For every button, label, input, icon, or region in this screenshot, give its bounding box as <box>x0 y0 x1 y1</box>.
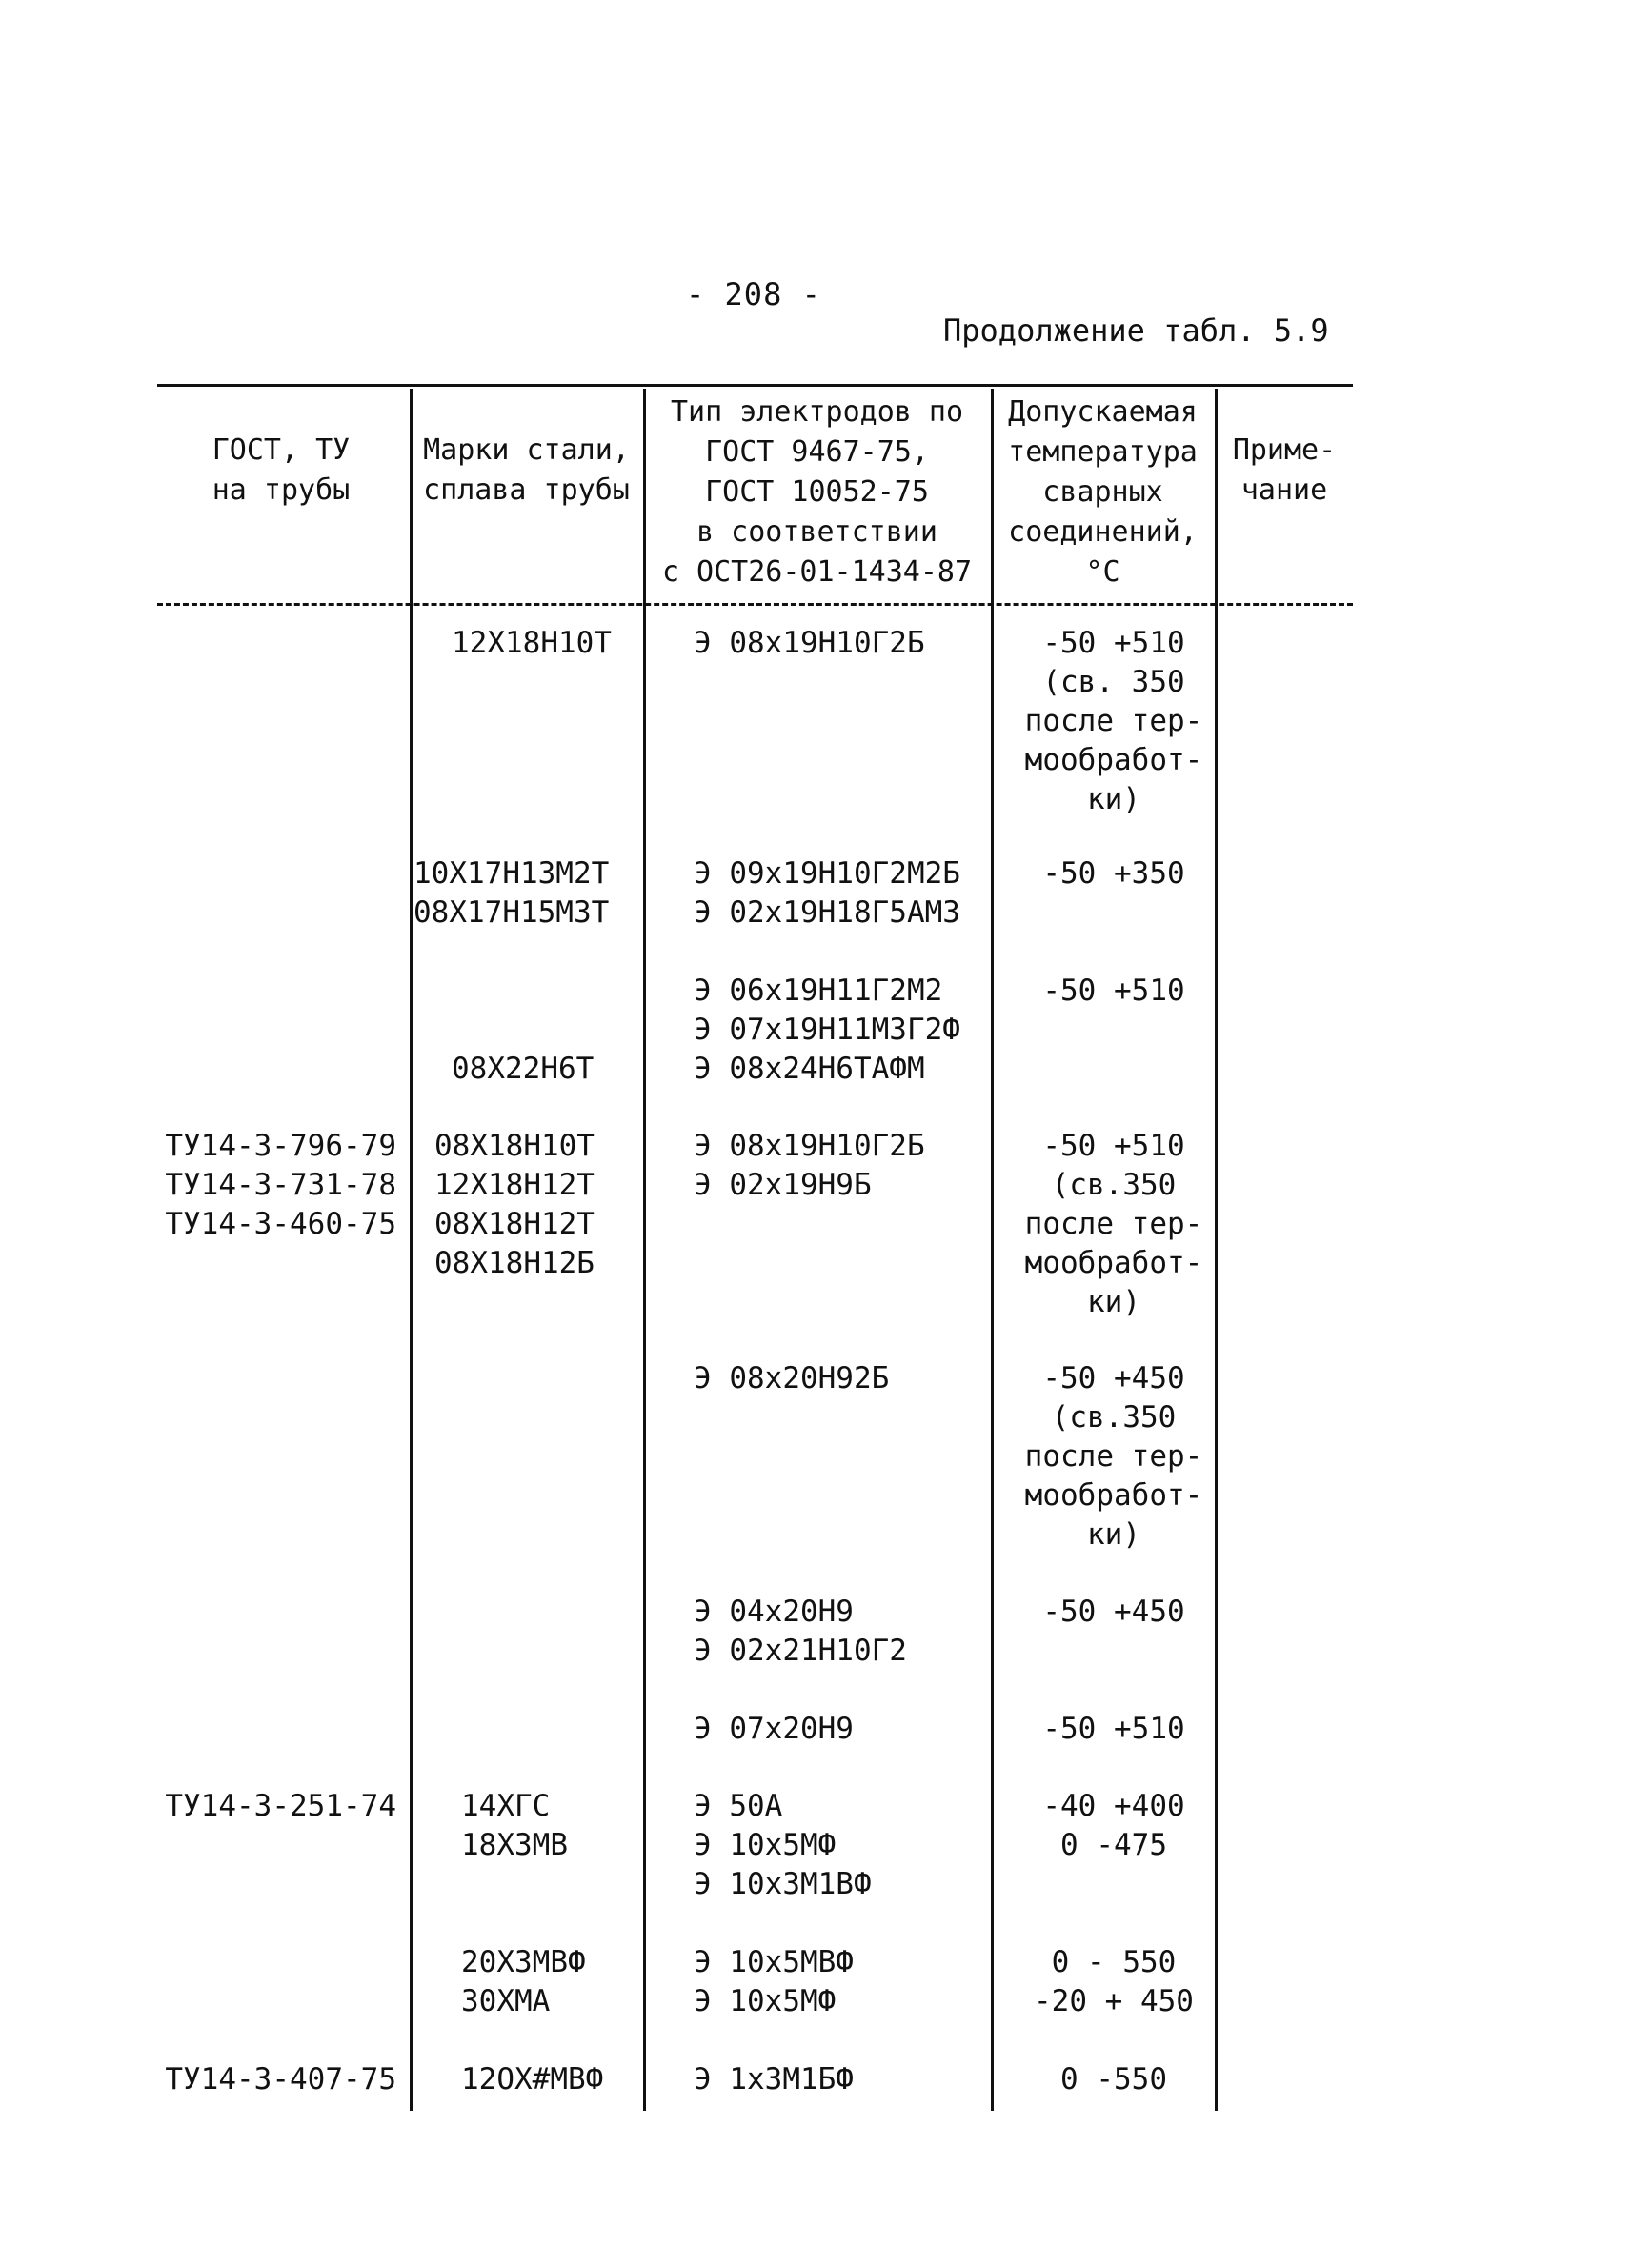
row-5-electrodes: Э 04х20Н9 Э 02х21Н10Г2 <box>694 1595 907 1668</box>
table-continuation-caption: Продолжение табл. 5.9 <box>943 312 1329 349</box>
row-0-electrodes: Э 08х19Н10Г2Б <box>694 626 925 660</box>
row-2-electrodes: Э 06х19Н11Г2М2 Э 07х19Н11М3Г2Ф Э 08х24Н6ТАФМ <box>694 973 960 1086</box>
header-electrodes: Тип электродов по ГОСТ 9467-75, ГОСТ 10052-75 в соответствии с ОСТ26-01-1434-87 <box>661 395 973 589</box>
row-2-temperature: -50 +510 <box>1042 973 1185 1008</box>
row-0-temperature: -50 +510 (св. 350 после тер- мообработ- ки) <box>1024 626 1203 816</box>
row-3-temperature: -50 +510 (св.350 после тер- мообработ- ки) <box>1024 1129 1203 1319</box>
row-0-steel: 12Х18Н10Т <box>452 626 612 660</box>
header-temperature: Допускаемая температура сварных соединений, °С <box>1008 395 1198 589</box>
row-4-electrodes: Э 08х20Н92Б <box>694 1361 890 1395</box>
row-5-temperature: -50 +450 <box>1042 1595 1185 1629</box>
page-number: - 208 - <box>686 276 821 312</box>
row-8-steel: 20Х3МВФ 30ХМА <box>461 1945 586 2018</box>
row-3-electrodes: Э 08х19Н10Г2Б Э 02х19Н9Б <box>694 1129 925 1202</box>
row-9-steel: 12ОХ#МВФ <box>461 2062 604 2097</box>
row-9-electrodes: Э 1х3М1БФ <box>694 2062 854 2097</box>
row-7-electrodes: Э 50А Э 10х5МФ Э 10х3М1ВФ <box>694 1789 872 1901</box>
row-3-steel: 08Х18Н10Т 12Х18Н12Т 08Х18Н12Т 08Х18Н12Б <box>434 1129 595 1280</box>
column-divider-1 <box>410 389 413 2111</box>
table-top-rule <box>157 384 1353 387</box>
header-note: Приме- чание <box>1232 433 1337 507</box>
row-9-gost: ТУ14-3-407-75 <box>165 2062 396 2097</box>
row-8-electrodes: Э 10х5МВФ Э 10х5МФ <box>694 1945 854 2018</box>
row-1-steel: 10Х17Н13М2Т 08Х17Н15М3Т <box>413 856 610 930</box>
row-6-temperature: -50 +510 <box>1042 1712 1185 1746</box>
row-7-steel: 14ХГС 18Х3МВ <box>461 1789 568 1862</box>
row-7-gost: ТУ14-3-251-74 <box>165 1789 396 1823</box>
row-9-temperature: 0 -550 <box>1060 2062 1167 2097</box>
row-7-temperature: -40 +400 0 -475 <box>1042 1789 1185 1862</box>
row-1-temperature: -50 +350 <box>1042 856 1185 891</box>
column-divider-4 <box>1215 389 1218 2111</box>
header-steel: Марки стали, сплава трубы <box>423 433 630 507</box>
row-2-steel: 08Х22Н6Т <box>452 1052 595 1086</box>
row-6-electrodes: Э 07х20Н9 <box>694 1712 854 1746</box>
row-3-gost: ТУ14-3-796-79 ТУ14-3-731-78 ТУ14-3-460-75 <box>165 1129 396 1241</box>
table-header-rule <box>157 603 1353 606</box>
header-gost: ГОСТ, ТУ на трубы <box>212 433 351 507</box>
row-4-temperature: -50 +450 (св.350 после тер- мообработ- ки) <box>1024 1361 1203 1552</box>
row-8-temperature: 0 - 550 -20 + 450 <box>1034 1945 1194 2018</box>
row-1-electrodes: Э 09х19Н10Г2М2Б Э 02х19Н18Г5АМ3 <box>694 856 960 930</box>
